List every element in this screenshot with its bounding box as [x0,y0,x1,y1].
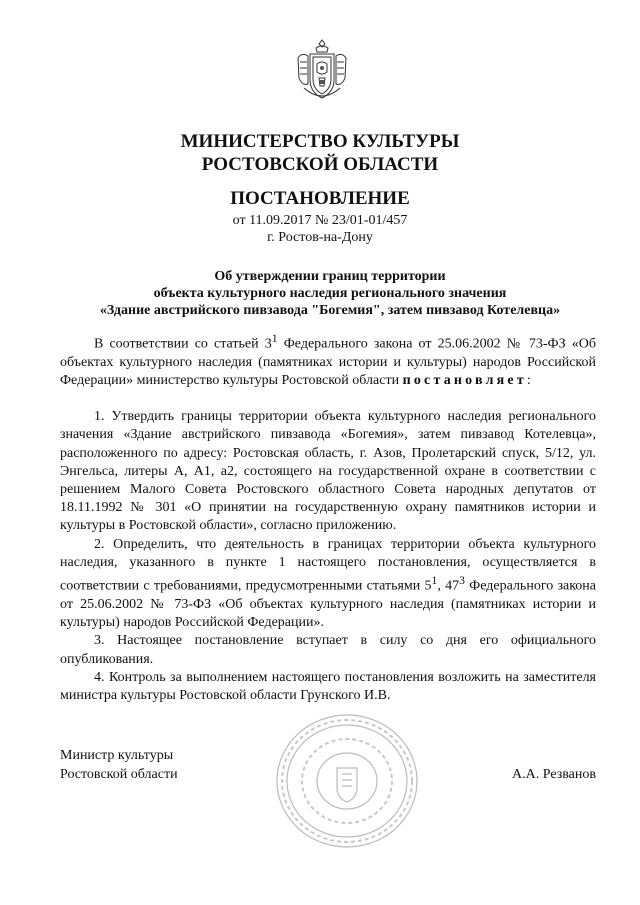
official-seal-icon [272,710,422,852]
coat-of-arms-icon [296,38,348,102]
ministry-name-line2: РОСТОВСКОЙ ОБЛАСТИ [201,154,439,175]
preamble-superscript: 1 [271,332,278,345]
signatory-position [60,746,178,784]
signatory-position-line2: Ростовской области [60,767,178,782]
item-4-paragraph: 4. Контроль за выполнением настоящего постановления возложить на заместителя министра культуры Ростовской области Грунского И.В. [60,669,596,703]
item-2-sup1: 1 [431,574,438,588]
preamble-text-a: В соответствии со статьей 3 [94,336,272,352]
subject-line2: объекта культурного наследия регионального значения [153,286,507,301]
signatory-position-line1: Министр культуры [60,748,174,763]
preamble-colon: : [526,373,531,389]
decree-subject [60,268,600,319]
decree-body [60,330,596,705]
resolves-word: постановляет [402,373,527,389]
item-1-paragraph: 1. Утвердить границы территории объекта культурного наследия регионального значения «Здание австрийского пивзавода «Богемия», затем пивзавод Котелевца», расположенного по адресу: Ростовская область, г. Азов, Пролетарский спуск, 5/12, ул. Энгельса, литеры А, А1, а2, состоящего на государственной охране в соответствии с решением Малого Совета Ростовского областного Совета народных депутатов от 18.11.1992 № 301 «О принятии на государственную охрану памятников истории и культуры в Ростовской области», согласно приложению. [60,409,596,534]
item-2-text-a: 2. Определить, что деятельность в границах территории объекта культурного наследия, указанного в пункте 1 настоящего постановления, осуществляется в соответствии с требованиями, предусмотренными статьями 5 [60,536,596,594]
item-2-text-b: , 47 [437,578,460,594]
decree-date-number: от 11.09.2017 № 23/01-01/457 [232,213,408,228]
subject-line1: Об утверждении границ территории [214,269,446,284]
item-2-text-c: Федерального закона от 25.06.2002 № 73-ФЗ «Об объектах культурного наследия (памятниках истории и культуры) народов Российской Федерации». [60,578,596,631]
subject-line3: «Здание австрийского пивзавода "Богемия", затем пивзавод Котелевца» [99,303,561,318]
item-2-paragraph [60,536,596,633]
ministry-name-line1: МИНИСТЕРСТВО КУЛЬТУРЫ [180,131,460,152]
item-2-sup2: 3 [459,574,465,588]
decree-city: г. Ростов-на-Дону [267,230,373,245]
preamble-text-b: Федерального закона от 25.06.2002 № 73-ФЗ «Об объектах культурного наследия (памятниках истории и культуры) народов Российской Федерации» министерство культуры Ростовской области [60,336,596,389]
item-3-paragraph: 3. Настоящее постановление вступает в силу со дня его официального опубликования. [60,633,596,667]
signatory-name: А.А. Резванов [512,767,596,782]
document-type: ПОСТАНОВЛЕНИЕ [230,188,410,209]
preamble-paragraph [60,330,596,390]
